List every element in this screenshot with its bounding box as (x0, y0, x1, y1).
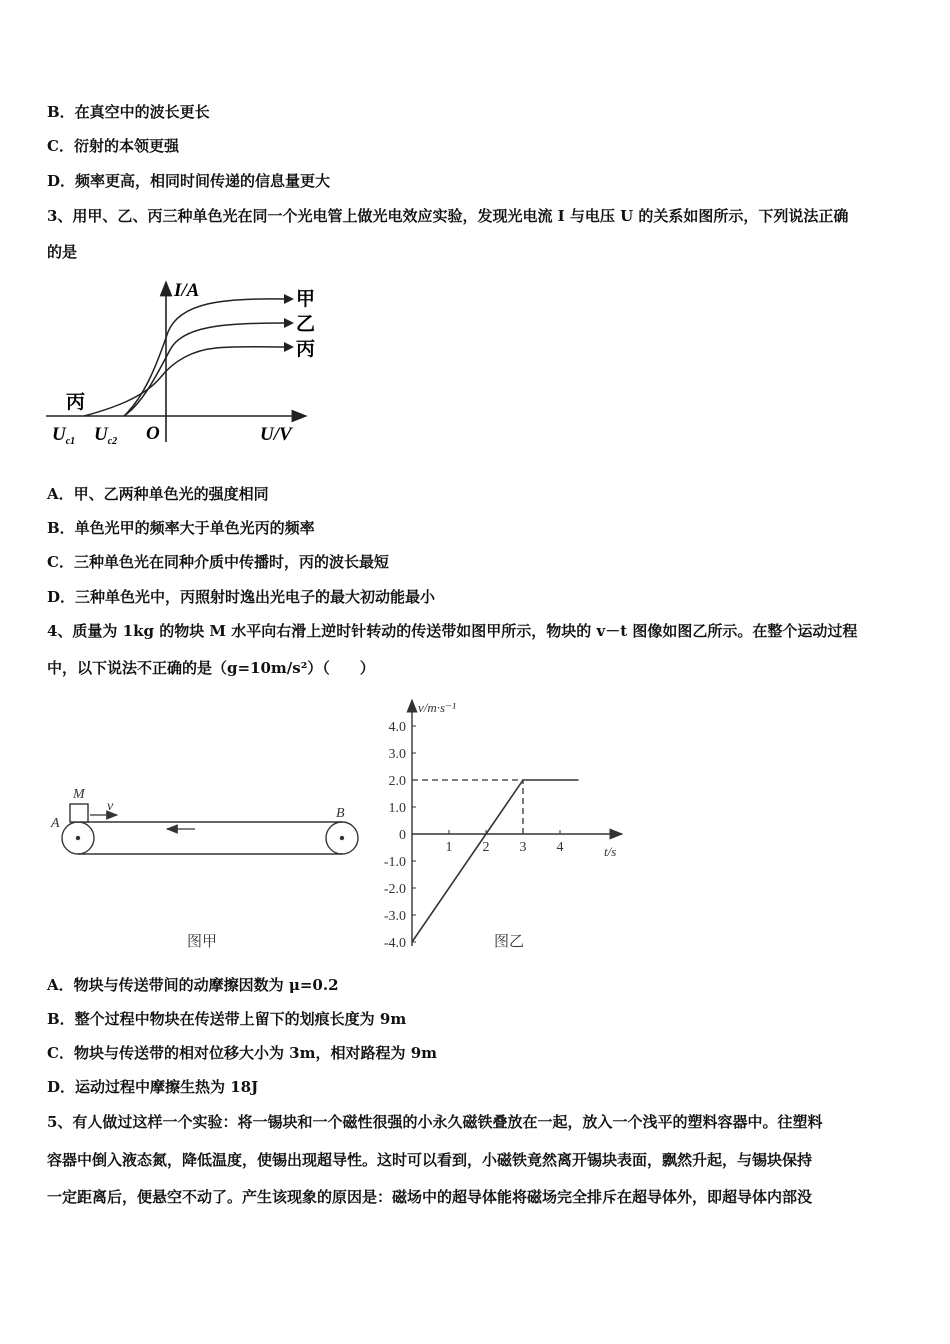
q4-velocity-label: v (107, 799, 114, 814)
q5-text-line3: 一定距离后，便悬空不动了。产生该现象的原因是：磁场中的超导体能将磁场完全排斥在超导体外，即超导体内部没 (47, 1188, 813, 1206)
q2-option-d: D．频率更高，相同时间传递的信息量更大 (47, 172, 331, 190)
q3-iu-graph (44, 272, 324, 452)
vt-y-tick-label: -1.0 (383, 855, 406, 870)
q3-origin-label: O (146, 423, 160, 444)
q4-block-label: M (73, 787, 85, 802)
q2-option-c: C．衍射的本领更强 (47, 137, 179, 155)
q4-vt-axes (412, 700, 622, 946)
vt-x-tick-label: 2 (482, 840, 490, 855)
q4-label-b: B (336, 806, 345, 821)
vt-y-tick-label: -2.0 (383, 882, 406, 897)
q4-label-a: A (51, 816, 60, 831)
q3-curve-yi (124, 323, 284, 416)
q3-option-d: D．三种单色光中，丙照射时逸出光电子的最大初动能最小 (47, 588, 436, 606)
q5-text-line2: 容器中倒入液态氮，降低温度，使锡出现超导性。这时可以看到，小磁铁竟然离开锡块表面，飘然升起，与锡块保持 (47, 1151, 813, 1169)
q3-option-c: C．三种单色光在同种介质中传播时，丙的波长最短 (47, 553, 389, 571)
q3-label-bing-low: 丙 (66, 392, 86, 413)
vt-y-tick-label: 3.0 (388, 747, 406, 762)
q4-option-b: B．整个过程中物块在传送带上留下的划痕长度为 9m (47, 1010, 407, 1028)
q3-stem-line2: 的是 (47, 243, 78, 261)
q5-text-line1: 5、有人做过这样一个实验：将一锡块和一个磁性很强的小永久磁铁叠放在一起，放入一个浅平的塑料容器中。往塑料 (47, 1113, 823, 1131)
vt-y-tick-label: -3.0 (383, 909, 406, 924)
q4-conveyor-figure (45, 780, 375, 960)
q4-vt-x-axis-label: t/s (604, 844, 617, 859)
q3-curve-jia (124, 299, 284, 416)
q3-stem-line1: 3、用甲、乙、丙三种单色光在同一个光电管上做光电效应实验，发现光电流 I 与电压 U 的关系如图所示，下列说法正确 (47, 207, 849, 225)
vt-x-tick-label: 3 (519, 840, 527, 855)
q4-stem-line1: 4、质量为 1kg 的物块 M 水平向右滑上逆时针转动的传送带如图甲所示，物块的 v－t 图像如图乙所示。在整个运动过程 (47, 622, 858, 640)
q4-caption-a: 图甲 (187, 934, 218, 950)
q4-stem-line2: 中，以下说法不正确的是（g=10m/s²）（ ） (47, 659, 375, 677)
q3-option-a: A．甲、乙两种单色光的强度相同 (47, 485, 269, 503)
vt-y-tick-label: 0 (399, 828, 406, 843)
q4-option-a: A．物块与传送带间的动摩擦因数为 μ=0.2 (47, 976, 339, 994)
q3-uc2-label: $U_{c2}$ (94, 424, 118, 447)
q3-y-axis-label: I/A (174, 280, 200, 301)
q4-vt-y-ticks (384, 720, 416, 951)
vt-x-tick-label: 1 (445, 840, 453, 855)
q3-label-bing: 丙 (296, 339, 316, 360)
vt-y-tick-label: 1.0 (388, 801, 406, 816)
q4-caption-b: 图乙 (494, 934, 525, 950)
q3-x-axis-label: U/V (260, 424, 292, 445)
q3-label-yi: 乙 (296, 314, 316, 335)
vt-y-tick-label: -4.0 (383, 936, 406, 951)
vt-x-tick-label: 4 (556, 840, 564, 855)
q4-option-c: C．物块与传送带的相对位移大小为 3m，相对路程为 9m (47, 1044, 438, 1062)
q4-vt-y-axis-label: v/m·s⁻¹ (418, 700, 456, 715)
vt-y-tick-label: 4.0 (388, 720, 406, 735)
q4-block (70, 804, 88, 822)
q3-label-jia: 甲 (296, 289, 316, 310)
q2-option-b: B．在真空中的波长更长 (47, 103, 210, 121)
q4-vt-series-line (412, 780, 579, 942)
q3-option-b: B．单色光甲的频率大于单色光丙的频率 (47, 519, 315, 537)
q3-curve-bing (84, 347, 284, 416)
vt-y-tick-label: 2.0 (388, 774, 406, 789)
q4-option-d: D．运动过程中摩擦生热为 18J (47, 1078, 259, 1096)
q3-uc1-label: $U_{c1}$ (52, 424, 76, 447)
q4-vt-guides (412, 780, 523, 834)
q4-vt-graph (370, 692, 635, 960)
